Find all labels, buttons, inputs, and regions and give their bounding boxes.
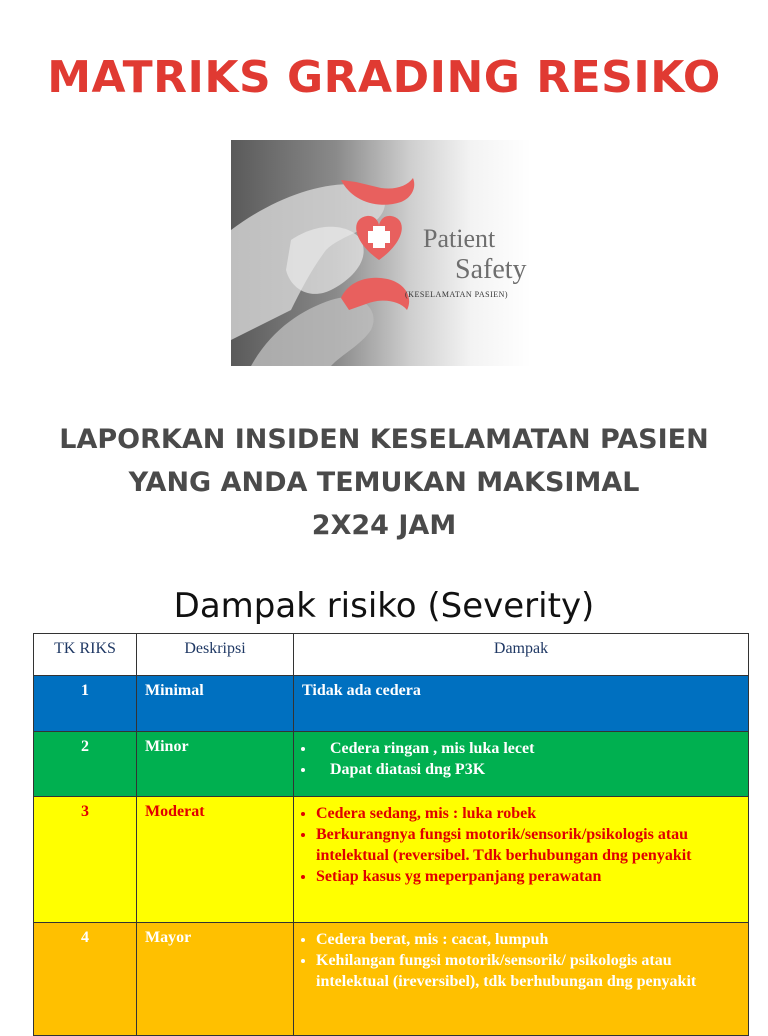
impact-item: • Cedera berat, mis : cacat, lumpuh	[316, 929, 740, 950]
table-row	[34, 797, 749, 923]
row-impact	[294, 923, 749, 1036]
impact-item: • Cedera sedang, mis : luka robek	[316, 803, 740, 824]
table-row	[34, 676, 749, 732]
table-header-row	[34, 634, 749, 676]
row-impact	[294, 797, 749, 923]
row-impact: Tidak ada cedera	[294, 676, 749, 732]
row-impact	[294, 732, 749, 797]
page-title: MATRIKS GRADING RESIKO	[47, 52, 721, 103]
notice-line-1: LAPORKAN INSIDEN KESELAMATAN PASIEN	[59, 424, 709, 455]
logo-subtext: (KESELAMATAN PASIEN)	[405, 290, 509, 299]
impact-item: • Cedera ringan , mis luka lecet	[316, 738, 740, 759]
row-level: 1	[34, 676, 137, 732]
section-subtitle: Dampak risiko (Severity)	[173, 586, 595, 626]
patient-safety-image	[231, 140, 531, 366]
row-level: 2	[34, 732, 137, 797]
severity-table	[33, 633, 749, 1036]
impact-item: • Berkurangnya fungsi motorik/sensorik/psikologis atau intelektual (reversibel. Tdk berhubungan dng penyakit	[316, 824, 740, 866]
table-row	[34, 732, 749, 797]
row-description: Mayor	[137, 923, 294, 1036]
impact-item: • Kehilangan fungsi motorik/sensorik/ psikologis atau intelektual (ireversibel), tdk berhubungan dng penyakit	[316, 950, 740, 992]
logo-safety-text: Safety	[455, 254, 527, 285]
notice-line-2: YANG ANDA TEMUKAN MAKSIMAL	[128, 467, 640, 498]
bottom-hand-icon	[341, 278, 409, 310]
row-description: Minor	[137, 732, 294, 797]
row-description: Minimal	[137, 676, 294, 732]
notice-text	[0, 418, 768, 547]
row-level: 4	[34, 923, 137, 1036]
row-description: Moderat	[137, 797, 294, 923]
header-description: Deskripsi	[137, 634, 294, 676]
row-level: 3	[34, 797, 137, 923]
impact-item: • Dapat diatasi dng P3K	[316, 759, 740, 780]
logo-patient-text: Patient	[423, 224, 496, 253]
table-row	[34, 923, 749, 1036]
header-impact: Dampak	[294, 634, 749, 676]
notice-line-3: 2X24 JAM	[311, 510, 457, 541]
impact-item: • Setiap kasus yg meperpanjang perawatan	[316, 866, 740, 887]
header-level: TK RIKS	[34, 634, 137, 676]
